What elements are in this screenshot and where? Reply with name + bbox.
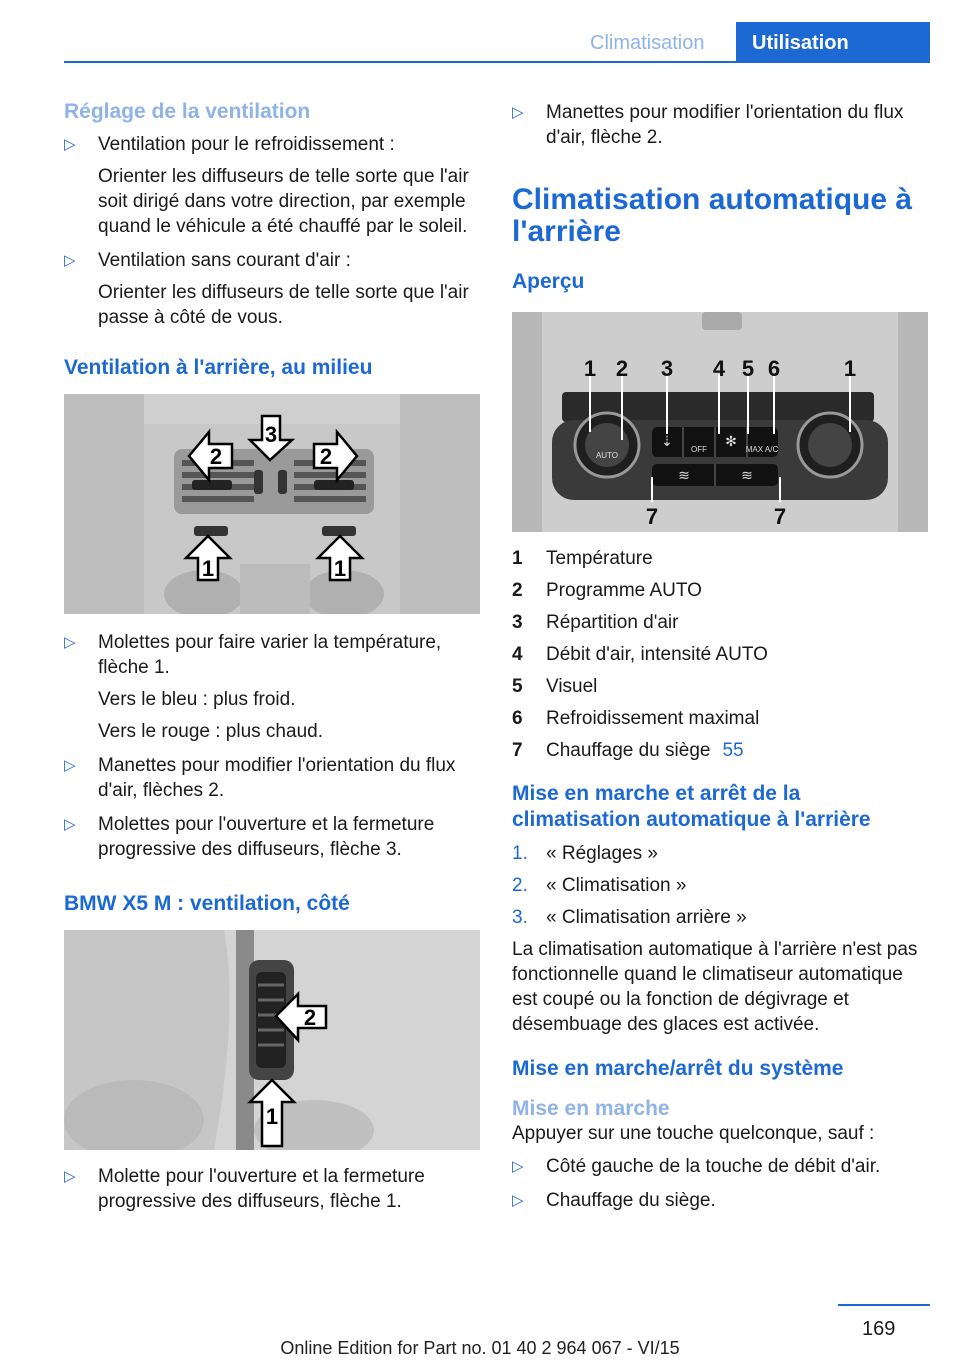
- page-reference-link[interactable]: 55: [722, 740, 744, 761]
- page-number-rule: [838, 1304, 930, 1306]
- callout-label: 1: [843, 356, 857, 381]
- triangle-bullet-icon: ▷: [64, 252, 76, 269]
- callout-label: 3: [660, 356, 674, 381]
- paragraph: La climatisation automatique à l'arrière n'est pas fonctionnelle quand le climatiseur automatique est coupé ou la fonction de dégivrage et désembuage des glaces est activée.: [512, 939, 918, 1035]
- triangle-bullet-icon: ▷: [64, 1168, 76, 1185]
- heading-climatisation-auto: Climatisation automatique à l'arrière: [512, 183, 913, 248]
- callout-label: 2: [303, 1005, 317, 1030]
- off-button-label: OFF: [691, 445, 707, 454]
- figure-side-vent: [64, 930, 480, 1150]
- maxac-button-label: MAX A/C: [745, 445, 779, 454]
- bullet-item: ▷ Molette pour l'ouverture et la fermeture progressive des diffuseurs, flèche 1.: [64, 1166, 425, 1212]
- bullet-item: ▷ Ventilation sans courant d'air : Orienter les diffuseurs de telle sorte que l'air passe à côté de vous.: [64, 250, 469, 328]
- bullet-item: ▷ Chauffage du siège.: [512, 1190, 716, 1211]
- callout-label: 1: [201, 556, 215, 581]
- figure-rear-center-vents: [64, 394, 480, 614]
- callout-label: 2: [209, 444, 223, 469]
- legend-item: 4 Débit d'air, intensité AUTO: [512, 644, 768, 665]
- callout-label: 6: [767, 356, 781, 381]
- right-column: [512, 100, 930, 1213]
- bullet-item: ▷ Ventilation pour le refroidissement : Orienter les diffuseurs de telle sorte que l'air soit dirigé dans votre direction, par exemple quand le véhicule a été chauffé par le soleil.: [64, 134, 469, 237]
- page-number: 169: [862, 1318, 896, 1340]
- callout-label: 7: [645, 504, 659, 529]
- legend-item: 2 Programme AUTO: [512, 580, 702, 601]
- heading-apercu: Aperçu: [512, 270, 585, 293]
- step-item: 3. « Climatisation arrière »: [512, 907, 747, 928]
- triangle-bullet-icon: ▷: [64, 816, 76, 833]
- heading-mise-en-marche: Mise en marche: [512, 1097, 670, 1120]
- callout-label: 2: [319, 444, 333, 469]
- seat-airflow-icon: ⇣: [661, 433, 673, 449]
- legend-item: 1 Température: [512, 548, 653, 569]
- triangle-bullet-icon: ▷: [64, 757, 76, 774]
- paragraph: Appuyer sur une touche quelconque, sauf :: [512, 1123, 875, 1144]
- callout-label: 5: [741, 356, 755, 381]
- heading-mise-en-marche-arret: Mise en marche et arrêt de la climatisation automatique à l'arrière: [512, 782, 871, 831]
- triangle-bullet-icon: ▷: [512, 1158, 524, 1175]
- callout-label: 7: [773, 504, 787, 529]
- heading-reglage: Réglage de la ventilation: [64, 100, 311, 123]
- left-column: [64, 100, 480, 1214]
- legend-item: 5 Visuel: [512, 676, 598, 697]
- triangle-bullet-icon: ▷: [512, 1192, 524, 1209]
- callout-label: 1: [333, 556, 347, 581]
- seat-heat-icon: ≋: [741, 467, 753, 483]
- heading-milieu: Ventilation à l'arrière, au milieu: [64, 356, 373, 379]
- triangle-bullet-icon: ▷: [64, 634, 76, 651]
- legend-item: 6 Refroidissement maximal: [512, 708, 760, 729]
- callout-label: 1: [265, 1104, 279, 1129]
- step-item: 1. « Réglages »: [512, 843, 658, 864]
- legend-list: [512, 546, 930, 763]
- bullet-item: ▷ Molettes pour faire varier la température, flèche 1. Vers le bleu : plus froid. Vers le rouge : plus chaud.: [64, 632, 442, 742]
- fan-icon: ✻: [725, 433, 737, 449]
- bullet-item: ▷ Manettes pour modifier l'orientation du flux d'air, flèches 2.: [64, 755, 456, 801]
- figure-rear-climate-panel: [512, 312, 928, 532]
- legend-item: 7 Chauffage du siège 55: [512, 740, 744, 761]
- callout-label: 4: [712, 356, 726, 381]
- header-rule: [64, 61, 930, 63]
- heading-systeme: Mise en marche/arrêt du système: [512, 1057, 844, 1080]
- step-item: 2. « Climatisation »: [512, 875, 687, 896]
- legend-item: 3 Répartition d'air: [512, 612, 679, 633]
- auto-button-label: AUTO: [595, 451, 619, 460]
- bullet-item: ▷ Côté gauche de la touche de débit d'air.: [512, 1156, 881, 1177]
- triangle-bullet-icon: ▷: [512, 104, 524, 121]
- callout-label: 3: [264, 422, 278, 447]
- page-header: [0, 0, 960, 62]
- chapter-tab: Utilisation: [736, 22, 930, 62]
- seat-heat-icon: ≋: [678, 467, 690, 483]
- bullet-item: ▷ Molettes pour l'ouverture et la fermeture progressive des diffuseurs, flèche 3.: [64, 814, 435, 860]
- heading-x5m: BMW X5 M : ventilation, côté: [64, 892, 350, 915]
- section-title: Climatisation: [590, 32, 705, 54]
- edition-footer: Online Edition for Part no. 01 40 2 964 067 - VI/15: [280, 1338, 680, 1358]
- callout-label: 2: [615, 356, 629, 381]
- triangle-bullet-icon: ▷: [64, 136, 76, 153]
- bullet-item: ▷ Manettes pour modifier l'orientation du flux d'air, flèche 2.: [512, 102, 904, 148]
- callout-label: 1: [583, 356, 597, 381]
